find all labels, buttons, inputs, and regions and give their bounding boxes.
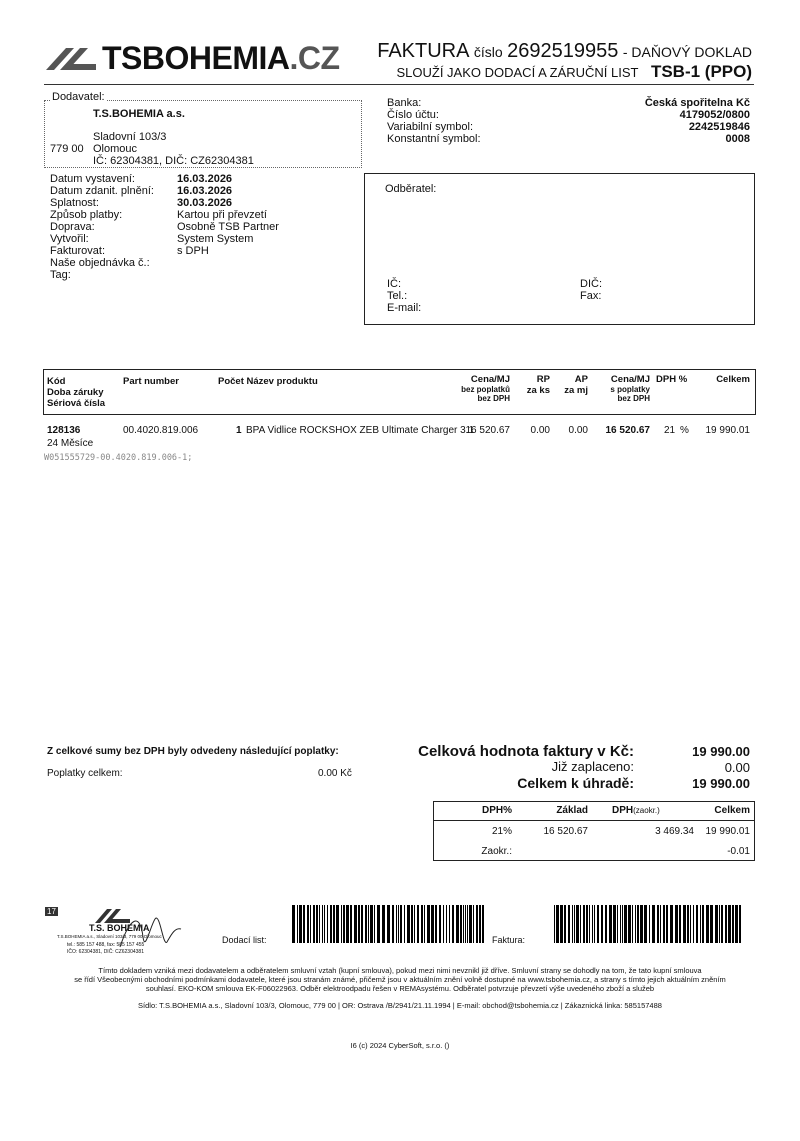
- barcode-bar: [649, 905, 650, 943]
- barcode-bar: [605, 905, 607, 943]
- barcode-bar: [307, 905, 309, 943]
- barcode-bar: [463, 905, 464, 943]
- item-vat-rate: 21: [664, 425, 676, 436]
- stamp-name: T.S. BOHEMIA: [89, 923, 150, 933]
- barcode-bar: [687, 905, 689, 943]
- barcode-bar: [702, 905, 704, 943]
- stamp-line2: tel.: 585 157 488, fax: 585 157 455: [67, 942, 145, 948]
- detail-value: 30.03.2026: [177, 197, 233, 209]
- invoice-subtitle: [396, 62, 752, 82]
- barcode-bar: [411, 905, 413, 943]
- item-name: BPA Vidlice ROCKSHOX ZEB Ultimate Charger 3.1: [246, 425, 475, 436]
- detail-label: Fakturovat:: [50, 245, 106, 257]
- barcode-bar: [663, 905, 665, 943]
- barcode-bar: [404, 905, 405, 943]
- software-copyright: I6 (c) 2024 CyberSoft, s.r.o. (): [350, 1041, 450, 1050]
- barcode-bar: [592, 905, 593, 943]
- barcode-bar: [299, 905, 302, 943]
- detail-label: Doprava:: [50, 221, 95, 233]
- barcode-bar: [732, 905, 734, 943]
- invoice-title: [377, 40, 752, 63]
- supplier-ids: IČ: 62304381, DIČ: CZ62304381: [93, 155, 254, 167]
- barcode-bar: [361, 905, 363, 943]
- barcode-bar: [292, 905, 295, 943]
- col-header-ap: [564, 374, 588, 396]
- barcode-bar: [427, 905, 430, 943]
- barcode-bar: [728, 905, 731, 943]
- barcode-bar: [580, 905, 581, 943]
- barcode-bar: [319, 905, 320, 943]
- customer-box: [364, 173, 755, 325]
- barcode-bar: [350, 905, 352, 943]
- barcode-bar: [387, 905, 390, 943]
- due-label: Celkem k úhradě:: [517, 775, 634, 791]
- barcode-bar: [417, 905, 419, 943]
- detail-label: Splatnost:: [50, 197, 99, 209]
- barcode-bar: [693, 905, 694, 943]
- detail-label: Způsob platby:: [50, 209, 123, 221]
- constant-symbol-label: Konstantní symbol:: [387, 133, 481, 145]
- col-header-price-sub1: bez poplatků: [461, 385, 510, 394]
- barcode-bar: [370, 905, 373, 943]
- barcode-bar: [601, 905, 603, 943]
- vat-header-dph: [612, 805, 660, 816]
- logo-text: [102, 40, 340, 77]
- fees-heading: Z celkové sumy bez DPH byly odvedeny následující poplatky:: [47, 746, 339, 757]
- stamp-line1: T.S.BOHEMIA a.s., Sladovní 103/3, 779 00 Olomouc: [57, 934, 162, 939]
- barcode-bar: [572, 905, 573, 943]
- item-price-fees: 16 520.67: [605, 425, 650, 436]
- tax-doc-label: - DAŇOVÝ DOKLAD: [622, 44, 752, 60]
- col-header-price2-label: Cena/MJ: [610, 374, 650, 385]
- invoice-barcode: [554, 905, 744, 943]
- barcode-bar: [482, 905, 484, 943]
- col-header-code: [47, 376, 105, 409]
- barcode-bar: [613, 905, 616, 943]
- detail-label: Tag:: [50, 269, 71, 281]
- barcode-bar: [341, 905, 342, 943]
- barcode-bar: [396, 905, 397, 943]
- variable-symbol-value: 2242519846: [688, 121, 750, 133]
- logo-main-text: TSBOHEMIA: [102, 40, 290, 76]
- barcode-bar: [637, 905, 639, 943]
- barcode-bar: [327, 905, 328, 943]
- vat-rate: 21%: [491, 826, 512, 837]
- customer-tel-label: Tel.:: [387, 290, 408, 302]
- barcode-bar: [431, 905, 434, 943]
- company-logo: [44, 40, 344, 76]
- customer-email-label: E-mail:: [387, 302, 422, 314]
- detail-value: 16.03.2026: [177, 173, 233, 185]
- barcode-bar: [622, 905, 623, 943]
- barcode-bar: [628, 905, 631, 943]
- barcode-bar: [594, 905, 595, 943]
- supplier-zip: 779 00: [50, 143, 84, 155]
- barcode-bar: [322, 905, 323, 943]
- customer-fax-label: Fax:: [580, 290, 602, 302]
- account-value: 4179052/0800: [679, 109, 750, 121]
- col-header-rp-sub: za ks: [526, 385, 550, 396]
- detail-label: Datum vystavení:: [50, 173, 135, 185]
- barcode-bar: [620, 905, 621, 943]
- barcode-bar: [635, 905, 636, 943]
- company-stamp: [45, 907, 175, 959]
- col-header-price-sub2: bez DPH: [477, 394, 510, 403]
- item-rp: 0.00: [530, 425, 550, 436]
- col-header-price: [461, 374, 510, 403]
- barcode-bar: [554, 905, 555, 943]
- barcode-bar: [424, 905, 425, 943]
- delivery-note-label: Dodací list:: [222, 935, 267, 945]
- col-header-vat: DPH %: [656, 374, 688, 385]
- barcode-bar: [303, 905, 305, 943]
- barcode-bar: [719, 905, 720, 943]
- detail-value: System System: [177, 233, 254, 245]
- barcode-bar: [358, 905, 360, 943]
- delivery-warranty-label: SLOUŽÍ JAKO DODACÍ A ZÁRUČNÍ LIST: [396, 65, 639, 80]
- col-header-rp: [527, 374, 550, 396]
- supplier-label: Dodavatel:: [52, 91, 105, 103]
- company-seat: Sídlo: T.S.BOHEMIA a.s., Sladovní 103/3, Olomouc, 779 00 | OR: Ostrava /B/2941/21.11.1994 | E-mail: obchod@tsbohemia.cz | Zákaznická linka: 585157488: [138, 1001, 662, 1010]
- barcode-bar: [407, 905, 410, 943]
- paid-value: 0.00: [724, 760, 750, 775]
- barcode-bar: [343, 905, 345, 943]
- barcode-bar: [589, 905, 590, 943]
- barcode-bar: [564, 905, 566, 943]
- barcode-bar: [683, 905, 686, 943]
- vat-header-total: Celkem: [714, 805, 750, 816]
- barcode-bar: [346, 905, 349, 943]
- barcode-bar: [479, 905, 481, 943]
- customer-label: Odběratel:: [385, 183, 437, 195]
- detail-value: 16.03.2026: [177, 185, 233, 197]
- item-serial: W051555729-00.4020.819.006-1;: [44, 453, 193, 463]
- supplier-city: Olomouc: [93, 143, 138, 155]
- barcode-bar: [721, 905, 723, 943]
- bank-value: Česká spořitelna Kč: [644, 97, 750, 109]
- barcode-bar: [443, 905, 444, 943]
- barcode-bar: [324, 905, 325, 943]
- due-value: 19 990.00: [692, 776, 750, 791]
- item-price: 16 520.67: [465, 425, 510, 436]
- barcode-bar: [398, 905, 399, 943]
- vat-base: 16 520.67: [543, 826, 588, 837]
- variable-symbol-label: Variabilní symbol:: [387, 121, 473, 133]
- barcode-bar: [354, 905, 357, 943]
- header-divider: [44, 84, 754, 85]
- detail-label: Naše objednávka č.:: [50, 257, 150, 269]
- fees-value: 0.00 Kč: [318, 768, 352, 779]
- vat-header-rate: DPH%: [481, 805, 512, 816]
- barcode-bar: [583, 905, 585, 943]
- faktura-label: FAKTURA: [377, 40, 470, 62]
- detail-value: Kartou při převzetí: [177, 209, 267, 221]
- col-header-price-label: Cena/MJ: [470, 374, 510, 385]
- barcode-bar: [297, 905, 298, 943]
- barcode-bar: [374, 905, 375, 943]
- col-header-part: Part number: [123, 376, 179, 387]
- customer-dic-label: DIČ:: [580, 278, 602, 290]
- supplier-street: Sladovní 103/3: [93, 131, 167, 143]
- barcode-bar: [336, 905, 339, 943]
- barcode-bar: [706, 905, 709, 943]
- col-header-ap-sub: za mj: [564, 385, 588, 396]
- item-part-number: 00.4020.819.006: [123, 425, 199, 436]
- barcode-bar: [400, 905, 402, 943]
- bank-label: Banka:: [387, 97, 422, 109]
- col-header-ap-label: AP: [574, 374, 588, 385]
- col-header-price2-sub1: s poplatky: [610, 385, 650, 394]
- barcode-bar: [666, 905, 668, 943]
- barcode-bar: [670, 905, 673, 943]
- barcode-bar: [574, 905, 575, 943]
- barcode-bar: [310, 905, 311, 943]
- barcode-bar: [739, 905, 741, 943]
- barcode-bar: [313, 905, 315, 943]
- barcode-bar: [452, 905, 454, 943]
- supplier-name: T.S.BOHEMIA a.s.: [93, 108, 185, 120]
- barcode-bar: [675, 905, 678, 943]
- barcode-bar: [556, 905, 559, 943]
- barcode-bar: [715, 905, 718, 943]
- barcode-bar: [469, 905, 472, 943]
- barcode-bar: [446, 905, 447, 943]
- barcode-bar: [435, 905, 437, 943]
- barcode-bar: [710, 905, 713, 943]
- col-header-rp-label: RP: [536, 374, 550, 385]
- item-total: 19 990.01: [705, 425, 750, 436]
- barcode-bar: [476, 905, 478, 943]
- barcode-bar: [568, 905, 570, 943]
- barcode-bar: [439, 905, 441, 943]
- barcode-bar: [690, 905, 691, 943]
- barcode-bar: [652, 905, 655, 943]
- barcode-bar: [392, 905, 394, 943]
- barcode-bar: [617, 905, 618, 943]
- barcode-bar: [609, 905, 612, 943]
- item-vat-unit: %: [680, 425, 689, 436]
- col-header-total: Celkem: [716, 374, 750, 385]
- vat-header-base: Základ: [556, 805, 588, 816]
- barcode-bar: [365, 905, 367, 943]
- col-header-price2-sub2: bez DPH: [617, 394, 650, 403]
- barcode-bar: [465, 905, 466, 943]
- delivery-note-barcode: [292, 905, 486, 943]
- vat-amount: 3 469.34: [655, 826, 694, 837]
- signature-icon: [115, 907, 185, 957]
- barcode-bar: [632, 905, 633, 943]
- terms-line3: souhlasí. EKO-KOM smlouva EK-F06022963. Odběr elektroodpadu řešen v REMAsystému. Odběratel potvrzuje převzetí výše uvedeného zboží a služeb: [145, 984, 655, 993]
- stamp-number: 17: [47, 907, 56, 916]
- barcode-bar: [449, 905, 450, 943]
- paid-label: Již zaplaceno:: [551, 759, 634, 774]
- barcode-bar: [456, 905, 459, 943]
- barcode-bar: [624, 905, 627, 943]
- col-header-serial: Sériová čísla: [47, 398, 106, 409]
- barcode-bar: [330, 905, 332, 943]
- barcode-bar: [467, 905, 468, 943]
- vat-total: 19 990.01: [705, 826, 750, 837]
- cislo-label: číslo: [473, 44, 503, 60]
- item-code: 128136: [47, 425, 81, 436]
- barcode-bar: [725, 905, 727, 943]
- barcode-bar: [377, 905, 380, 943]
- rounding-label: Zaokr.:: [481, 846, 512, 857]
- col-header-price-fees: [610, 374, 650, 403]
- col-header-warranty: Doba záruky: [47, 387, 104, 398]
- terms-line2: se řídí Všeobecnými obchodními podmínkami dodavatele, které jsou stranám známé, přičemž jsou v aktuálním znění volně dostupné na www.tsbohemia.cz, a strany s tímto jejich aktuálním zněním: [74, 975, 726, 984]
- document-code: TSB-1 (PPO): [650, 62, 752, 81]
- barcode-bar: [660, 905, 661, 943]
- barcode-bar: [679, 905, 681, 943]
- barcode-bar: [421, 905, 423, 943]
- customer-ic-label: IČ:: [387, 278, 402, 290]
- total-label: Celková hodnota faktury v Kč:: [418, 743, 634, 760]
- barcode-bar: [460, 905, 462, 943]
- barcode-bar: [696, 905, 698, 943]
- item-warranty: 24 Měsíce: [47, 438, 94, 449]
- barcode-bar: [700, 905, 701, 943]
- barcode-bar: [316, 905, 318, 943]
- col-header-product: Počet Název produktu: [218, 376, 318, 387]
- barcode-bar: [560, 905, 563, 943]
- detail-value: Osobně TSB Partner: [177, 221, 279, 233]
- barcode-bar: [640, 905, 643, 943]
- barcode-bar: [657, 905, 659, 943]
- detail-value: s DPH: [177, 245, 209, 257]
- vat-summary-header-line: [433, 820, 754, 821]
- fees-label: Poplatky celkem:: [47, 768, 123, 779]
- barcode-bar: [368, 905, 369, 943]
- barcode-bar: [333, 905, 335, 943]
- logo-tld-text: .CZ: [289, 40, 340, 76]
- invoice-barcode-label: Faktura:: [492, 935, 526, 945]
- barcode-bar: [576, 905, 579, 943]
- barcode-bar: [473, 905, 474, 943]
- constant-symbol-value: 0008: [725, 133, 750, 145]
- terms-text: [40, 966, 760, 993]
- detail-label: Vytvořil:: [50, 233, 89, 245]
- barcode-bar: [382, 905, 385, 943]
- col-header-kod: Kód: [47, 376, 66, 387]
- invoice-number: 2692519955: [507, 40, 619, 62]
- vat-header-dph-sub: (zaokr.): [633, 806, 660, 815]
- barcode-bar: [644, 905, 647, 943]
- terms-line1: Tímto dokladem vzniká mezi dodavatelem a odběratelem smluvní vztah (kupní smlouva), pokud mezi nimi nevznikl již dříve. Smluvní strany se dohodly na tom, že tato kupní smlouva: [98, 966, 702, 975]
- barcode-bar: [597, 905, 599, 943]
- account-label: Číslo účtu:: [387, 109, 439, 121]
- barcode-bar: [735, 905, 738, 943]
- stamp-line3: IČO: 62304381, DIČ: CZ62304381: [67, 949, 144, 955]
- item-ap: 0.00: [568, 425, 588, 436]
- tsbohemia-logo-icon: [44, 44, 100, 74]
- barcode-bar: [414, 905, 415, 943]
- total-value: 19 990.00: [692, 744, 750, 759]
- detail-label: Datum zdanit. plnění:: [50, 185, 154, 197]
- item-quantity: 1: [236, 425, 242, 436]
- vat-header-dph-label: DPH: [612, 805, 634, 816]
- barcode-bar: [586, 905, 588, 943]
- rounding-value: -0.01: [727, 846, 750, 857]
